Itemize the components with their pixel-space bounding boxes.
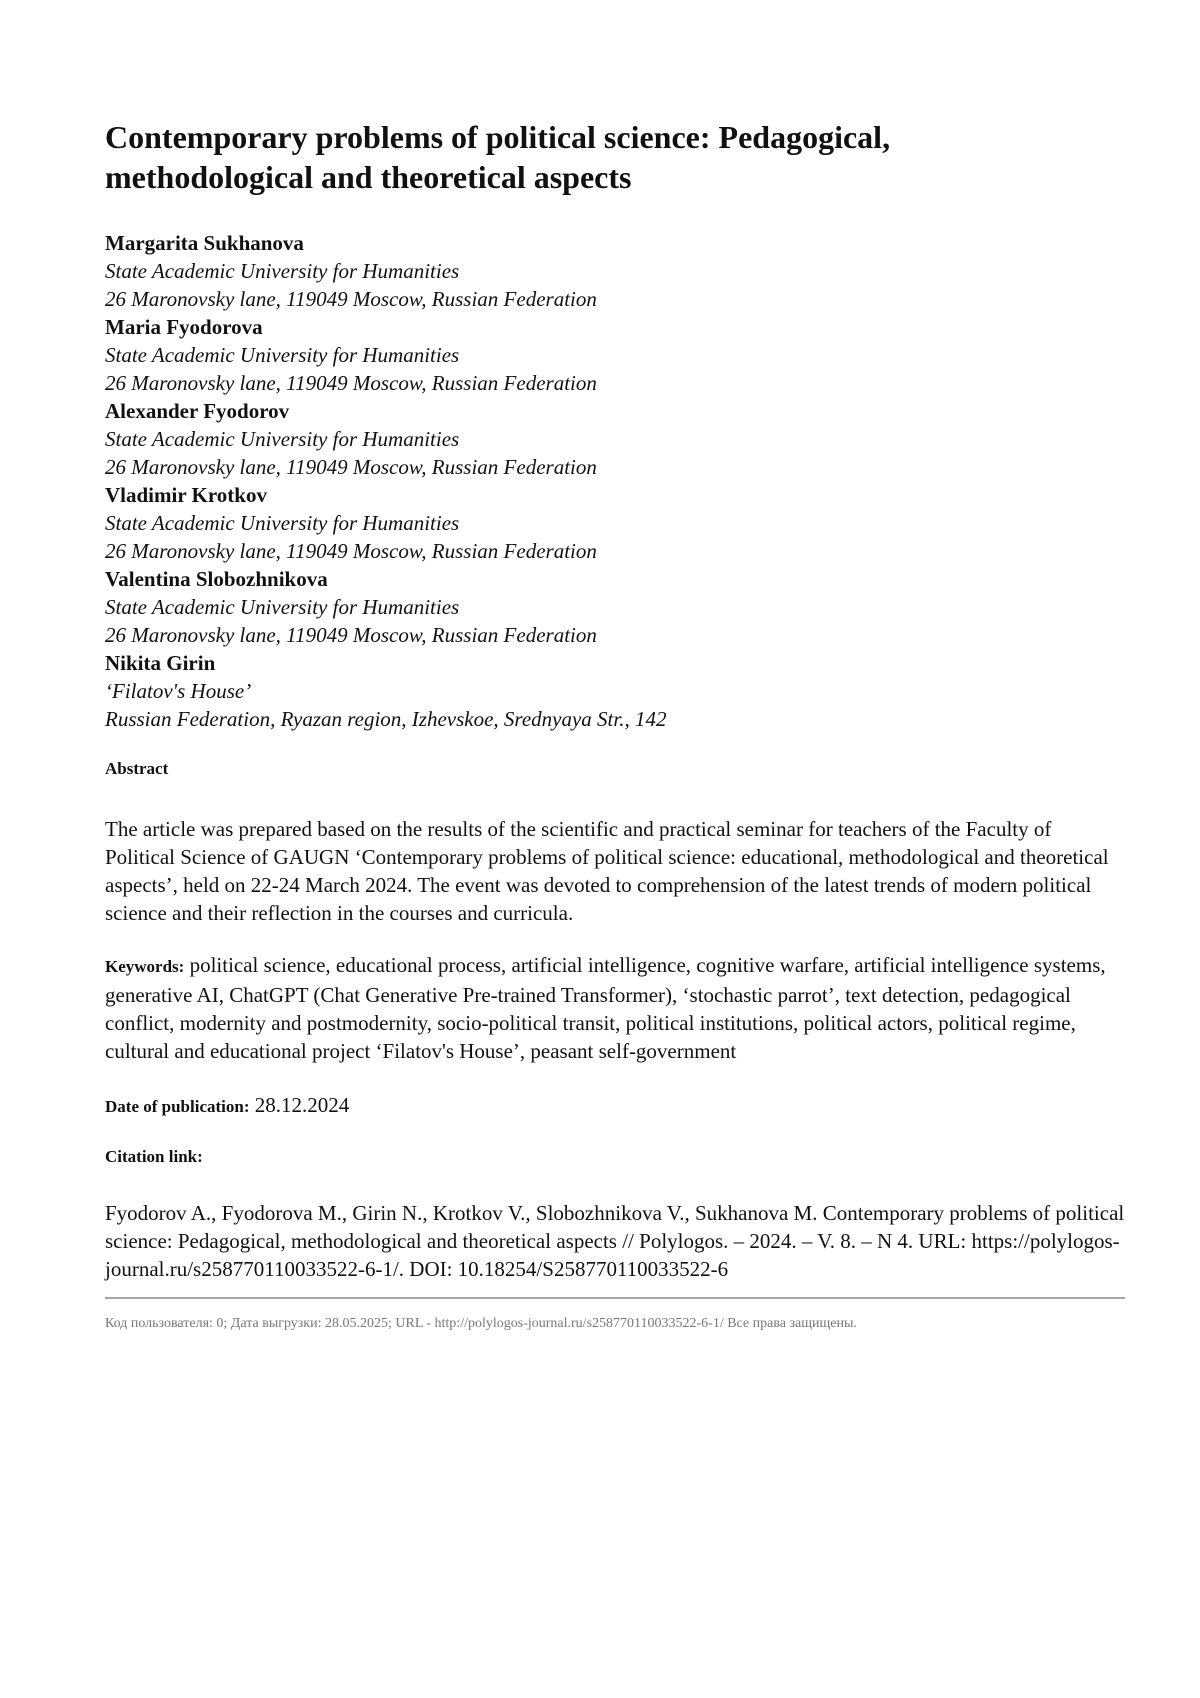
author-name: Margarita Sukhanova: [105, 229, 1125, 257]
author-block: [105, 565, 1125, 649]
keywords-text: political science, educational process, artificial intelligence, cognitive warfare, artificial intelligence systems, generative AI, ChatGPT (Chat Generative Pre-trained Transformer), ‘stochastic parrot’, text detection, pedagogical conflict, modernity and postmodernity, socio-political transit, political institutions, political actors, political regime, cultural and educational project ‘Filatov's House’, peasant self-government: [105, 953, 1106, 1063]
citation-label: Citation link:: [105, 1147, 1125, 1167]
publication-date-value: 28.12.2024: [255, 1093, 350, 1117]
author-block: [105, 397, 1125, 481]
author-address: 26 Maronovsky lane, 119049 Moscow, Russian Federation: [105, 453, 1125, 481]
author-block: [105, 313, 1125, 397]
author-address: 26 Maronovsky lane, 119049 Moscow, Russian Federation: [105, 285, 1125, 313]
citation-text: Fyodorov A., Fyodorova M., Girin N., Krotkov V., Slobozhnikova V., Sukhanova M. Contemporary problems of political science: Pedagogical, methodological and theoretical aspects // Polylogos. – 2024. – V. 8. – N 4. URL: https://polylogos-journal.ru/s258770110033522-6-1/. DOI: 10.18254/S258770110033522-6: [105, 1199, 1125, 1283]
author-block: [105, 481, 1125, 565]
author-affiliation: State Academic University for Humanities: [105, 425, 1125, 453]
abstract-label: Abstract: [105, 759, 1125, 779]
author-affiliation: State Academic University for Humanities: [105, 257, 1125, 285]
author-name: Maria Fyodorova: [105, 313, 1125, 341]
publication-date-paragraph: [105, 1091, 1125, 1121]
footer-divider: [105, 1297, 1125, 1299]
abstract-text: The article was prepared based on the results of the scientific and practical seminar for teachers of the Faculty of Political Science of GAUGN ‘Contemporary problems of political science: educational, methodological and theoretical aspects’, held on 22-24 March 2024. The event was devoted to comprehension of the latest trends of modern political science and their reflection in the courses and curricula.: [105, 815, 1125, 927]
author-name: Nikita Girin: [105, 649, 1125, 677]
author-address: 26 Maronovsky lane, 119049 Moscow, Russian Federation: [105, 621, 1125, 649]
keywords-label: Keywords:: [105, 957, 184, 976]
keywords-paragraph: [105, 951, 1125, 1065]
author-affiliation: ‘Filatov's House’: [105, 677, 1125, 705]
publication-date-label: Date of publication:: [105, 1097, 250, 1116]
author-list: [105, 229, 1125, 733]
footer-note: Код пользователя: 0; Дата выгрузки: 28.05.2025; URL - http://polylogos-journal.ru/s258770110033522-6-1/ Все права защищены.: [105, 1315, 1125, 1333]
author-address: 26 Maronovsky lane, 119049 Moscow, Russian Federation: [105, 369, 1125, 397]
author-name: Alexander Fyodorov: [105, 397, 1125, 425]
article-title: Contemporary problems of political science: Pedagogical, methodological and theoretical aspects: [105, 117, 985, 197]
author-address: 26 Maronovsky lane, 119049 Moscow, Russian Federation: [105, 537, 1125, 565]
author-affiliation: State Academic University for Humanities: [105, 341, 1125, 369]
author-name: Valentina Slobozhnikova: [105, 565, 1125, 593]
author-block: [105, 649, 1125, 733]
author-address: Russian Federation, Ryazan region, Izhevskoe, Srednyaya Str., 142: [105, 705, 1125, 733]
author-affiliation: State Academic University for Humanities: [105, 593, 1125, 621]
author-block: [105, 229, 1125, 313]
author-affiliation: State Academic University for Humanities: [105, 509, 1125, 537]
author-name: Vladimir Krotkov: [105, 481, 1125, 509]
article-page: [105, 117, 1125, 1333]
